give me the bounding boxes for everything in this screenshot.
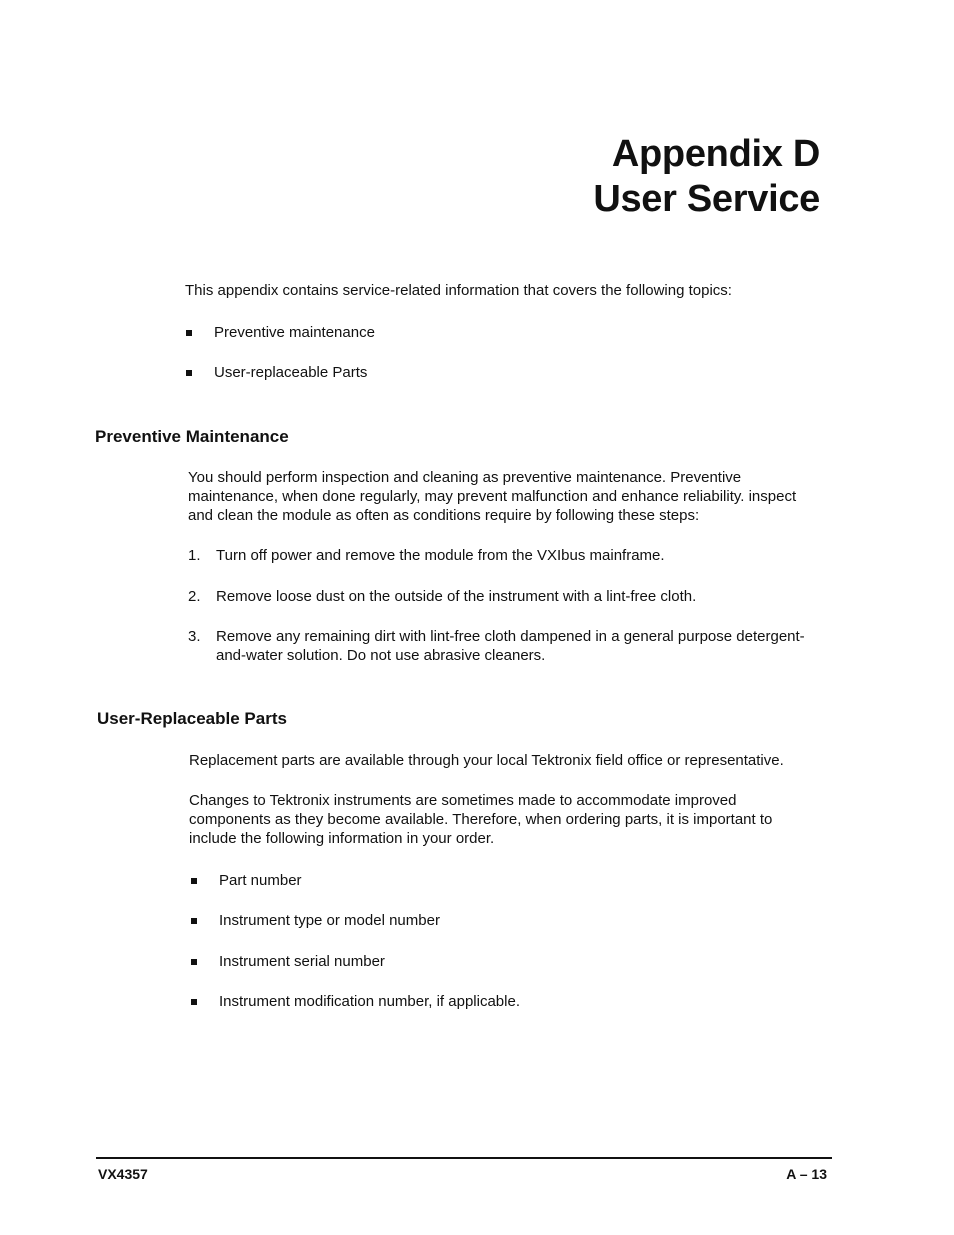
bullet-square-icon [191,918,197,924]
title-line-1: Appendix D [611,133,820,175]
step-number: 1. [188,547,201,564]
step-text: Remove any remaining dirt with lint-free cloth dampened in a general purpose detergent-and-water solution. Do not use abrasive cleaners. [216,628,805,664]
preventive-paragraph: You should perform inspection and cleaning as preventive maintenance. Preventive maintenance, when done regularly, may prevent malfunction and enhance reliability. inspect and clean the module as often as conditions require by following these steps: [188,469,797,524]
section-heading-parts: User-Replaceable Parts [97,709,287,728]
parts-paragraph-1: Replacement parts are available through your local Tektronix field office or representative. [189,752,784,769]
bullet-square-icon [186,330,192,336]
step-number: 2. [188,588,201,605]
intro-paragraph: This appendix contains service-related information that covers the following topics: [185,282,732,299]
bullet-square-icon [186,370,192,376]
title-line-2: User Service [593,178,820,220]
step-text: Remove loose dust on the outside of the instrument with a lint-free cloth. [216,588,697,605]
section-heading-preventive: Preventive Maintenance [95,427,289,446]
footer-divider [96,1157,832,1159]
step-number: 3. [188,628,201,645]
footer-model: VX4357 [98,1166,148,1182]
footer-page-number: A – 13 [786,1166,827,1182]
step-text: Turn off power and remove the module from the VXIbus mainframe. [216,547,665,564]
page-title [593,132,820,222]
bullet-square-icon [191,878,197,884]
bullet-square-icon [191,959,197,965]
parts-paragraph-2: Changes to Tektronix instruments are sometimes made to accommodate improved components as they become available. Therefore, when ordering parts, it is important to include the following information in your order. [189,792,773,847]
bullet-square-icon [191,999,197,1005]
